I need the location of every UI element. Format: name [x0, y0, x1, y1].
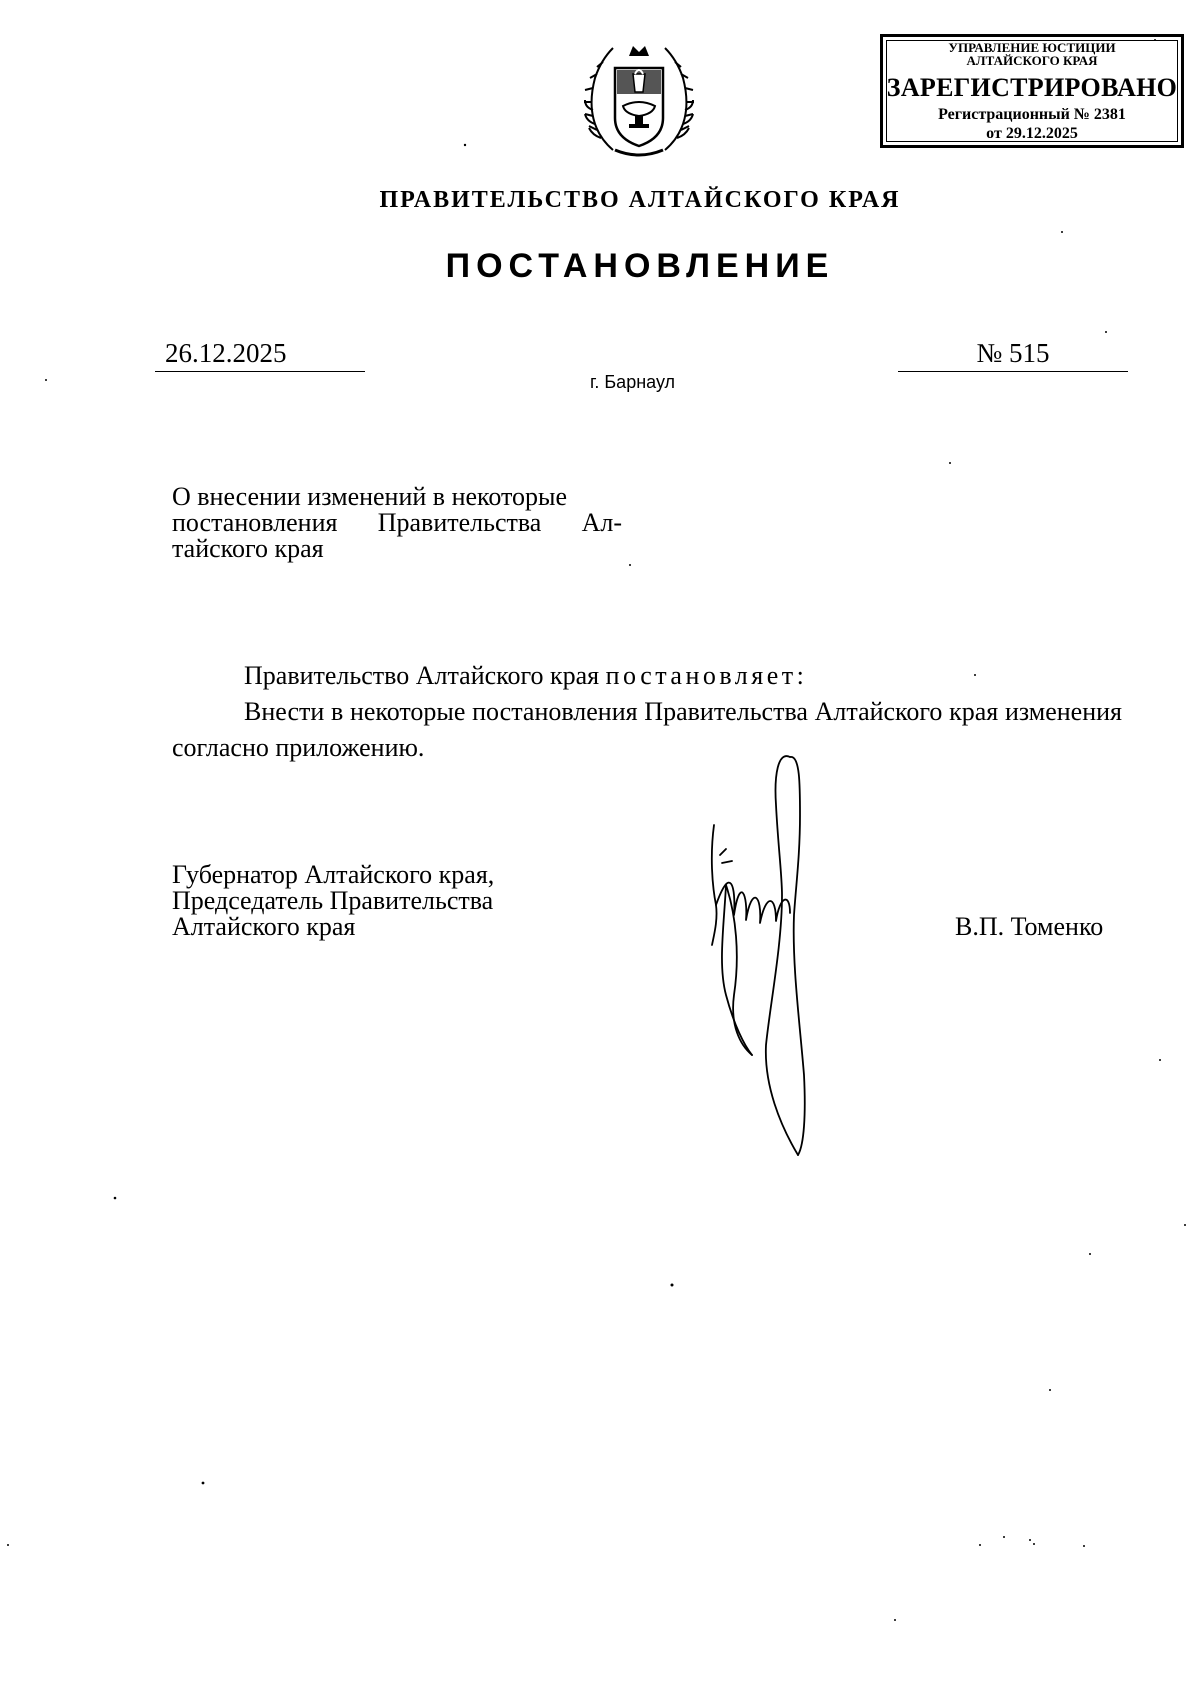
handwritten-signature: [700, 745, 880, 1165]
stamp-department-line1: УПРАВЛЕНИЕ ЮСТИЦИИ: [948, 40, 1116, 55]
document-date: 26.12.2025: [155, 338, 365, 372]
subject-line-2: постановления Правительства Ал-: [172, 508, 622, 537]
subject-line-3: тайского края: [172, 534, 324, 563]
document-subject: [172, 484, 622, 562]
signer-title-line-2: Председатель Правительства: [172, 886, 494, 915]
signer-title-line-3: Алтайского края: [172, 912, 356, 941]
document-city: г. Барнаул: [590, 372, 676, 392]
signer-title-block: [172, 862, 592, 940]
coat-of-arms-emblem: [583, 38, 695, 163]
document-number: № 515: [898, 338, 1128, 372]
stamp-department-line2: АЛТАЙСКОГО КРАЯ: [966, 53, 1098, 68]
registration-stamp: [880, 34, 1184, 148]
body-intro-text: Правительство Алтайского края: [244, 661, 606, 690]
document-type-title: ПОСТАНОВЛЕНИЕ: [445, 247, 835, 285]
signer-title-line-1: Губернатор Алтайского края,: [172, 860, 495, 889]
stamp-registration-date: от 29.12.2025: [986, 125, 1078, 142]
body-intro-decree-word: постановляет:: [605, 661, 808, 690]
stamp-registration-number: Регистрационный № 2381: [938, 106, 1126, 123]
government-title: ПРАВИТЕЛЬСТВО АЛТАЙСКОГО КРАЯ: [379, 187, 901, 213]
body-resolution-paragraph: Внести в некоторые постановления Правительства Алтайского края изменения согласно приложению.: [172, 697, 1122, 762]
stamp-status: ЗАРЕГИСТРИРОВАНО: [886, 73, 1178, 102]
signer-name: В.П. Томенко: [955, 912, 1104, 941]
body-intro-paragraph: [172, 658, 1122, 694]
subject-line-1: О внесении изменений в некоторые: [172, 482, 568, 511]
document-body: [172, 658, 1122, 766]
